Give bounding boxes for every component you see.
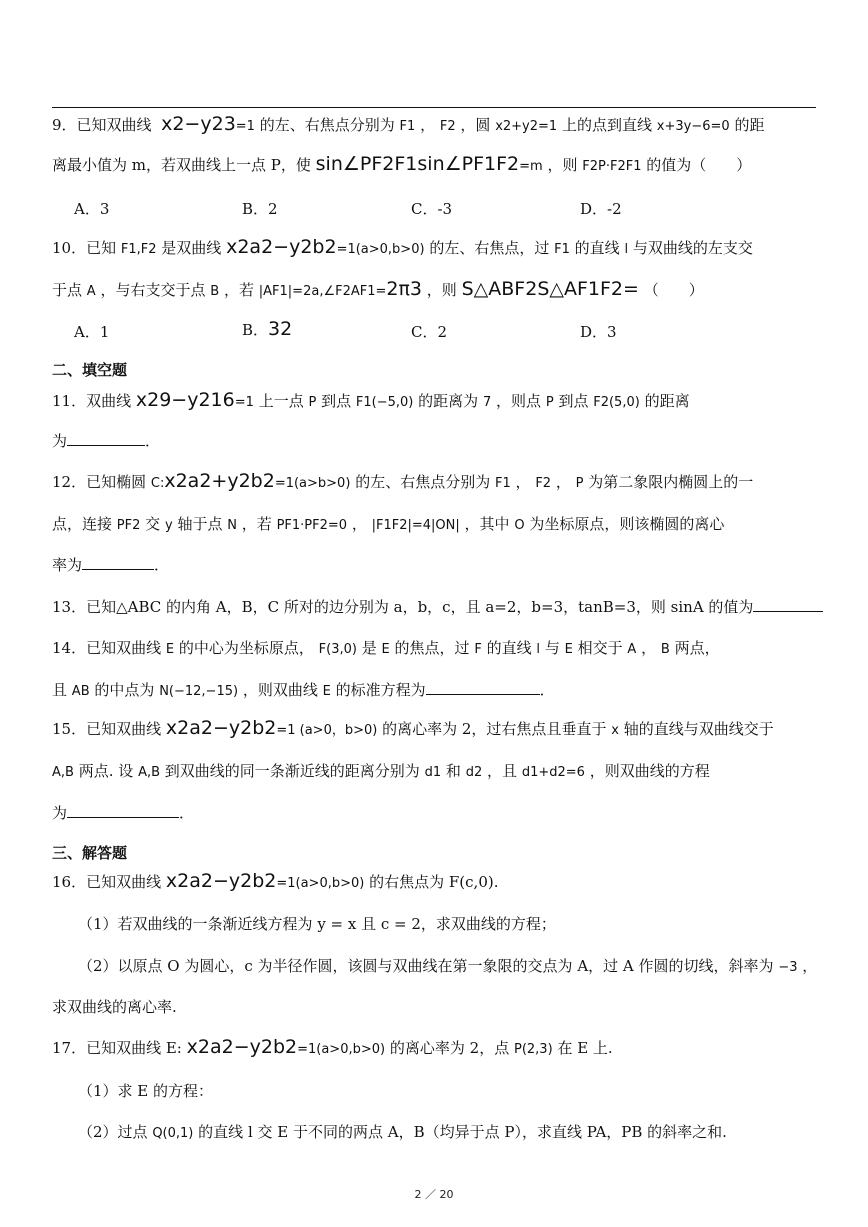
q11-text: 的距离为 — [418, 392, 479, 410]
q10-option-a: A．1 — [74, 323, 110, 341]
q14-var: A — [627, 642, 637, 657]
q15-text: 轴的直线与双曲线交于 — [623, 720, 774, 738]
q16-line1 — [52, 870, 499, 892]
q10-formula: S△ABF2S△AF1F2 — [461, 278, 624, 300]
q9-formula: x2− — [161, 113, 201, 135]
q9-option-d: D．-2 — [580, 200, 622, 218]
q15-var: d2 — [465, 765, 483, 780]
q11-text: 上一点 — [258, 392, 304, 410]
q9-text: 的值为（ ） — [646, 156, 752, 174]
q12-line3 — [52, 554, 169, 575]
q12-line1 — [52, 470, 753, 492]
q15-text: ，且 — [487, 762, 518, 780]
q14-text: 的焦点，过 — [394, 639, 470, 657]
q14-text: 的标准方程为 — [335, 681, 426, 699]
q15-text: 15．已知双曲线 — [52, 720, 162, 738]
q11-text: ，则点 — [496, 392, 542, 410]
q12-text: ． — [154, 556, 170, 574]
q14-var: E — [381, 642, 390, 657]
q14-var: E — [322, 684, 331, 699]
q12-text: 交 — [145, 515, 161, 533]
q12-text: 点，连接 — [52, 515, 113, 533]
section-fill-in: 二、填空题 — [52, 361, 128, 379]
q14-formula: F(3,0) — [318, 642, 357, 657]
q15-line3 — [52, 802, 194, 823]
q14-var: l — [536, 642, 541, 657]
q16-part1: （1）若双曲线的一条渐近线方程为 y = x 且 c = 2，求双曲线的方程； — [78, 915, 556, 933]
q10-formula: x2a2−y2b2 — [226, 236, 337, 258]
q9-var: F2 — [439, 119, 456, 134]
q15-var: A,B — [138, 765, 161, 780]
q17-part1: （1）求 E 的方程： — [78, 1082, 214, 1100]
q14-var: B — [660, 642, 670, 657]
q16-part2b: 求双曲线的离心率. — [52, 998, 177, 1016]
q10-var: A — [86, 284, 96, 299]
q12-var: y — [164, 518, 173, 533]
q10-text: 10．已知 — [52, 239, 117, 257]
q12-var: C: — [150, 476, 165, 491]
q9-text: ， — [420, 116, 436, 134]
q10-line1 — [52, 236, 753, 258]
q9-text: ，圆 — [460, 116, 491, 134]
q12-var: PF2 — [116, 518, 141, 533]
q12-text: ， — [555, 473, 571, 491]
q14-text: ，则双曲线 — [242, 681, 318, 699]
q16-text: 16．已知双曲线 — [52, 873, 162, 891]
q9-text: 上的点到直线 — [561, 116, 652, 134]
q14-var: E — [564, 642, 573, 657]
q15-text: 和 — [445, 762, 461, 780]
q17-text: 的离心率为 2，点 — [389, 1039, 510, 1057]
q14-text: ， — [641, 639, 657, 657]
q10-option-b-label: B． — [242, 321, 269, 339]
q9-formula: sin∠PF2F1sin∠PF1F2 — [315, 153, 520, 175]
q14-line2 — [52, 679, 555, 700]
section-solutions: 三、解答题 — [52, 844, 128, 862]
q15-answer-blank[interactable] — [67, 803, 179, 818]
q10-formula: =1(a>0,b>0) — [336, 242, 425, 257]
q12-formula: |F1F2|=4|ON| — [371, 518, 460, 533]
q17-part2 — [78, 1121, 727, 1142]
q17-formula: x2a2−y2b2 — [186, 1036, 298, 1058]
q10-text: ，与右支交于点 — [100, 281, 206, 299]
q9-var: F1 — [399, 119, 416, 134]
q10-text: 的直线 — [574, 239, 620, 257]
q11-formula: F1(−5,0) — [355, 395, 414, 410]
q9-text: 的距 — [734, 116, 765, 134]
q15-line1 — [52, 717, 774, 739]
q17-text: 在 E 上. — [557, 1039, 613, 1057]
q9-text: ，则 — [547, 156, 578, 174]
q9-text: 离最小值为 m，若双曲线上一点 P，使 — [52, 156, 311, 174]
q15-text: 到双曲线的同一条渐近线的距离分别为 — [164, 762, 420, 780]
q17-text: 17．已知双曲线 E: — [52, 1039, 182, 1057]
q10-option-d: D．3 — [580, 323, 617, 341]
q12-var: F1 — [494, 476, 511, 491]
q10-line2 — [52, 278, 704, 300]
q9-formula: y23 — [200, 113, 236, 135]
q9-line1 — [52, 113, 764, 135]
q17-formula: =1(a>0,b>0) — [297, 1042, 386, 1057]
q14-text: 是 — [361, 639, 377, 657]
q17-text: （2）过点 — [78, 1123, 148, 1141]
q14-text: 14．已知双曲线 — [52, 639, 162, 657]
q10-text: ，则 — [426, 281, 457, 299]
q17-var: Q(0,1) — [152, 1126, 194, 1141]
q11-formula: =1 — [234, 395, 254, 410]
q17-line1 — [52, 1036, 613, 1058]
q9-formula: x+3y−6=0 — [656, 119, 730, 134]
q16-formula: =1(a>0,b>0) — [276, 876, 365, 891]
q14-var: F — [474, 642, 482, 657]
q12-var: P — [575, 476, 584, 491]
q16-formula: −3 — [778, 960, 798, 975]
q10-formula: 2π3 — [386, 278, 423, 300]
q10-text: 的左、右焦点，过 — [429, 239, 550, 257]
q11-text: 为 — [52, 432, 68, 450]
q12-text: 的左、右焦点分别为 — [355, 473, 491, 491]
q11-text: 到点 — [558, 392, 589, 410]
q11-answer-blank[interactable] — [67, 431, 145, 446]
q14-text: 相交于 — [577, 639, 623, 657]
header-rule — [52, 107, 816, 108]
q13-text: 13．已知△ABC 的内角 A，B，C 所对的边分别为 a，b，c，且 a=2，b=3，tanB=3，则 sinA 的值为 — [52, 598, 754, 616]
q9-line2 — [52, 153, 751, 175]
q15-formula: d1+d2=6 — [521, 765, 585, 780]
q15-var: d1 — [424, 765, 442, 780]
q12-text: 轴于点 — [177, 515, 223, 533]
q14-text: 与 — [544, 639, 560, 657]
q17-var: P(2,3) — [513, 1042, 553, 1057]
q16-part2 — [78, 955, 817, 976]
q12-text: 12．已知椭圆 — [52, 473, 147, 491]
q11-formula: x29−y216 — [135, 389, 235, 411]
q12-text: ， — [351, 515, 367, 533]
q12-text: ，其中 — [464, 515, 510, 533]
q12-var: O — [514, 518, 525, 533]
q14-var: E — [165, 642, 175, 657]
q15-var: A,B — [52, 765, 74, 780]
q12-formula: =1(a>b>0) — [274, 476, 351, 491]
q15-text: 的离心率为 2，过右焦点且垂直于 — [382, 720, 607, 738]
q14-answer-blank[interactable] — [426, 680, 540, 695]
q9-option-b: B．2 — [242, 200, 278, 218]
q12-text: ，若 — [241, 515, 272, 533]
q11-text: 的距离 — [644, 392, 690, 410]
q15-text: ． — [179, 804, 195, 822]
q15-formula: x2a2−y2b2 — [165, 717, 277, 739]
q12-formula: x2a2+y2b2 — [164, 470, 275, 492]
q14-formula: N(−12,−15) — [159, 684, 239, 699]
q11-text: ． — [145, 432, 161, 450]
q14-text: 的中点为 — [94, 681, 155, 699]
q10-var: l — [624, 242, 629, 257]
q11-text: 11．双曲线 — [52, 392, 132, 410]
q14-var: AB — [71, 684, 90, 699]
q10-formula: |AF1|=2a,∠F2AF1= — [258, 284, 387, 299]
q10-formula: = — [623, 278, 639, 300]
q11-formula: F2(5,0) — [593, 395, 640, 410]
q13-answer-blank[interactable] — [753, 597, 823, 612]
q10-option-c: C．2 — [411, 323, 448, 341]
q13-line1 — [52, 596, 823, 617]
q12-answer-blank[interactable] — [82, 555, 154, 570]
q11-var: P — [308, 395, 317, 410]
q16-formula: x2a2−y2b2 — [165, 870, 277, 892]
q9-text: 的左、右焦点分别为 — [259, 116, 395, 134]
q9-text: 9．已知双曲线 — [52, 116, 152, 134]
q15-line2 — [52, 760, 710, 781]
q12-line2 — [52, 513, 724, 534]
q10-text: 是双曲线 — [161, 239, 222, 257]
q10-text: 于点 — [52, 281, 83, 299]
q15-formula: =1 (a>0，b>0) — [276, 723, 378, 738]
q16-text: 的右焦点为 F(c,0). — [369, 873, 499, 891]
q9-formula: =1 — [235, 119, 255, 134]
q12-text: 为第二象限内椭圆上的一 — [588, 473, 754, 491]
q14-line1 — [52, 637, 720, 658]
q12-text: 为坐标原点，则该椭圆的离心 — [529, 515, 725, 533]
q12-var: F2 — [535, 476, 552, 491]
q10-text: （ ） — [643, 281, 704, 299]
q11-line1 — [52, 389, 690, 411]
q10-var: F1 — [554, 242, 570, 257]
q14-text: 的中心为坐标原点， — [178, 639, 314, 657]
q9-option-a: A．3 — [74, 200, 110, 218]
q11-line2 — [52, 430, 160, 451]
q10-option-b-value: 32 — [268, 318, 293, 340]
q10-text: ，若 — [223, 281, 254, 299]
q12-formula: PF1·PF2=0 — [276, 518, 348, 533]
q14-text: ． — [539, 681, 555, 699]
q14-text: 的直线 — [486, 639, 532, 657]
q15-text: 两点. 设 — [78, 762, 134, 780]
q10-option-b — [242, 318, 292, 340]
q9-formula: x2+y2=1 — [495, 119, 558, 134]
q12-var: N — [227, 518, 237, 533]
q10-var: B — [210, 284, 220, 299]
q15-text: ，则双曲线的方程 — [589, 762, 710, 780]
q11-text: 到点 — [321, 392, 352, 410]
q9-formula: =m — [519, 159, 543, 174]
q11-var: P — [545, 395, 554, 410]
q11-var: 7 — [482, 395, 492, 410]
q14-text: 且 — [52, 681, 68, 699]
q12-text: 率为 — [52, 556, 83, 574]
q16-text: ， — [802, 957, 818, 975]
q17-text: 的直线 l 交 E 于不同的两点 A，B（均异于点 P），求直线 PA，PB 的斜率之和. — [198, 1123, 727, 1141]
q9-formula: F2P·F2F1 — [582, 159, 642, 174]
q15-var: x — [611, 723, 619, 738]
q15-text: 为 — [52, 804, 68, 822]
q16-text: （2）以原点 O 为圆心，c 为半径作圆，该圆与双曲线在第一象限的交点为 A，过 A 作圆的切线，斜率为 — [78, 957, 774, 975]
q9-option-c: C．-3 — [411, 200, 453, 218]
q10-text: 与双曲线的左支交 — [632, 239, 753, 257]
q12-text: ， — [515, 473, 531, 491]
q14-text: 两点， — [674, 639, 720, 657]
page-number: 2 ／ 20 — [414, 1188, 454, 1201]
q10-var: F1,F2 — [120, 242, 157, 257]
